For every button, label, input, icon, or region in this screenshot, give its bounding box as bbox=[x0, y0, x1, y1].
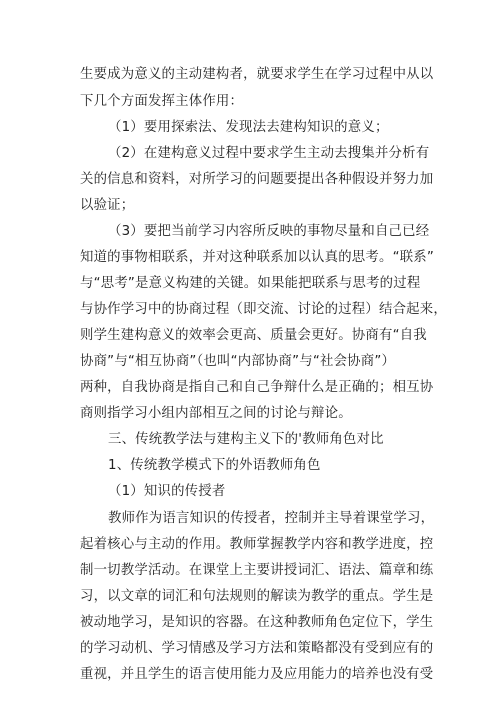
text-line: 商则指学习小组内部相互之间的讨论与辩论。 bbox=[80, 406, 352, 421]
text-line: 教师作为语言知识的传授者，控制并主导着课堂学习， bbox=[108, 511, 435, 526]
text-line: （3）要把当前学习内容所反映的事物尽量和自己已经 bbox=[108, 224, 430, 239]
text-line: 起着核心与主动的作用。教师掌握教学内容和教学进度，控 bbox=[80, 537, 434, 552]
text-line: 下几个方面发挥主体作用： bbox=[80, 94, 244, 109]
text-line: 关的信息和资料，对所学习的问题要提出各种假设并努力加 bbox=[80, 172, 434, 187]
text-line: 以验证； bbox=[80, 198, 135, 213]
text-line: 习，以文章的词汇和句法规则的解读为教学的重点。学生是 bbox=[80, 589, 434, 604]
text-line: 生要成为意义的主动建构者，就要求学生在学习过程中从以 bbox=[80, 67, 434, 82]
section-heading: 三、传统教学法与建构主义下的'教师角色对比 bbox=[108, 432, 384, 447]
text-line: 制一切教学活动。在课堂上主要讲授词汇、语法、篇章和练 bbox=[80, 563, 434, 578]
subsubsection-heading: （1）知识的传授者 bbox=[108, 484, 226, 499]
text-line: 被动地学习，是知识的容器。在这种教师角色定位下，学生 bbox=[80, 615, 434, 630]
subsection-heading: 1、传统教学模式下的外语教师角色 bbox=[108, 458, 321, 473]
text-line: 重视，并且学生的语言使用能力及应用能力的培养也没有受 bbox=[80, 667, 434, 682]
text-line: （1）要用探索法、发现法去建构知识的意义； bbox=[108, 120, 389, 135]
text-line: 两种，自我协商是指自己和自己争辩什么是正确的；相互协 bbox=[80, 380, 434, 395]
text-line: 协商”与“相互协商”（也叫“内部协商”与“社会协商”） bbox=[80, 354, 396, 369]
text-line: （2）在建构意义过程中要求学生主动去搜集并分析有 bbox=[108, 146, 430, 161]
text-line: 与“思考”是意义构建的关键。如果能把联系与思考的过程 bbox=[80, 276, 421, 291]
text-line: 与协作学习中的协商过程（即交流、讨论的过程）结合起来， bbox=[80, 302, 447, 317]
text-line: 知道的事物相联系，并对这种联系加以认真的思考。“联系” bbox=[80, 250, 435, 265]
text-line: 的学习动机、学习情感及学习方法和策略都没有受到应有的 bbox=[80, 641, 434, 656]
text-line: 则学生建构意义的效率会更高、质量会更好。协商有“自我 bbox=[80, 328, 427, 343]
